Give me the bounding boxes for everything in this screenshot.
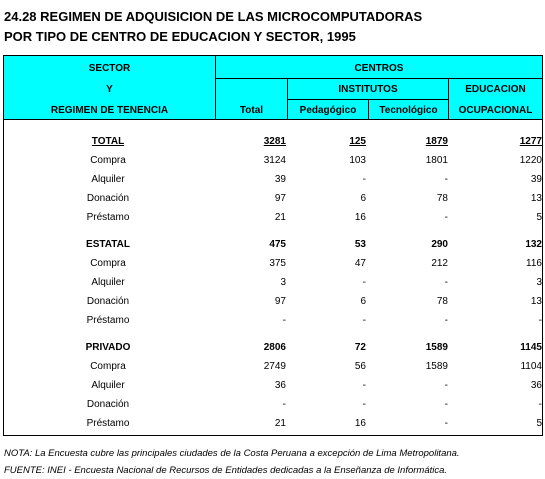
cell-pedagogico: 47	[354, 258, 366, 269]
cell-pedagogico: 53	[354, 239, 366, 250]
cell-tecnologico: -	[444, 399, 448, 410]
row-label: Compra	[90, 155, 126, 166]
table-row	[0, 376, 545, 395]
cell-ocupacional: 1104	[520, 361, 542, 372]
cell-pedagogico: 103	[349, 155, 366, 166]
header-institutos: INSTITUTOS	[338, 84, 398, 95]
cell-pedagogico: -	[362, 174, 366, 185]
table-row	[0, 414, 545, 433]
cell-total: 97	[274, 193, 286, 204]
cell-tecnologico: 78	[436, 296, 448, 307]
cell-total: 2806	[263, 342, 286, 353]
cell-pedagogico: -	[362, 380, 366, 391]
cell-ocupacional: 132	[525, 239, 542, 250]
cell-total: 21	[274, 212, 286, 223]
header-pedagogico: Pedagógico	[299, 105, 357, 116]
row-label: Préstamo	[86, 418, 130, 429]
row-label: TOTAL	[91, 136, 125, 147]
table-row	[0, 151, 545, 170]
cell-ocupacional: 5	[536, 418, 542, 429]
table-row	[0, 357, 545, 376]
cell-pedagogico: -	[362, 277, 366, 288]
cell-total: 375	[269, 258, 286, 269]
cell-tecnologico: 1801	[425, 155, 448, 166]
cell-pedagogico: -	[362, 399, 366, 410]
cell-ocupacional: 3	[536, 277, 542, 288]
cell-pedagogico: 16	[354, 418, 366, 429]
cell-ocupacional: 1220	[519, 155, 542, 166]
cell-ocupacional: 13	[530, 193, 542, 204]
cell-total: 3124	[263, 155, 286, 166]
cell-total: 36	[274, 380, 286, 391]
cell-total: -	[282, 315, 286, 326]
header-total: Total	[239, 105, 264, 116]
cell-ocupacional: 39	[530, 174, 542, 185]
header-y: Y	[106, 84, 113, 95]
cell-tecnologico: 1589	[425, 342, 448, 353]
header-regimen: REGIMEN DE TENENCIA	[50, 105, 169, 116]
cell-tecnologico: -	[444, 418, 448, 429]
cell-tecnologico: -	[444, 212, 448, 223]
row-label: Alquiler	[91, 380, 125, 391]
table-row	[0, 395, 545, 414]
cell-ocupacional: 116	[526, 258, 542, 269]
cell-ocupacional: 1145	[520, 342, 542, 353]
cell-tecnologico: 78	[436, 193, 448, 204]
cell-tecnologico: -	[444, 277, 448, 288]
cell-ocupacional: 36	[530, 380, 542, 391]
cell-tecnologico: -	[444, 380, 448, 391]
cell-total: 3281	[263, 136, 286, 147]
cell-total: 39	[274, 174, 286, 185]
cell-total: 2749	[263, 361, 286, 372]
cell-tecnologico: -	[444, 174, 448, 185]
cell-tecnologico: 1589	[425, 361, 448, 372]
row-label: Donación	[86, 193, 130, 204]
table-row	[0, 189, 545, 208]
cell-ocupacional: -	[538, 399, 542, 410]
cell-pedagogico: 125	[349, 136, 366, 147]
cell-ocupacional: 5	[536, 212, 542, 223]
cell-total: 97	[274, 296, 286, 307]
cell-tecnologico: 1879	[425, 136, 448, 147]
table-row	[0, 338, 545, 357]
table-title-line-2: POR TIPO DE CENTRO DE EDUCACION Y SECTOR, 1995	[4, 29, 356, 44]
cell-total: 3	[280, 277, 286, 288]
cell-ocupacional: 13	[530, 296, 542, 307]
table-note: NOTA: La Encuesta cubre las principales ciudades de la Costa Peruana a excepción de Lima Metropolitana.	[4, 448, 460, 459]
table-row	[0, 132, 545, 151]
header-ocupacional: OCUPACIONAL	[458, 105, 533, 116]
table-row	[0, 311, 545, 330]
cell-tecnologico: 212	[431, 258, 448, 269]
cell-pedagogico: -	[362, 315, 366, 326]
table-row	[0, 254, 545, 273]
row-label: Donación	[86, 399, 130, 410]
cell-pedagogico: 6	[360, 296, 366, 307]
table-row	[0, 235, 545, 254]
table-title-line-1: 24.28 REGIMEN DE ADQUISICION DE LAS MICROCOMPUTADORAS	[4, 9, 423, 24]
row-label: Préstamo	[86, 212, 130, 223]
table-row	[0, 292, 545, 311]
header-tecnologico: Tecnológico	[379, 105, 438, 116]
row-label: Alquiler	[91, 174, 125, 185]
cell-total: 475	[269, 239, 286, 250]
table-row	[0, 208, 545, 227]
row-label: Compra	[90, 258, 126, 269]
header-sector: SECTOR	[88, 63, 131, 74]
cell-pedagogico: 6	[360, 193, 366, 204]
row-label: PRIVADO	[85, 342, 131, 353]
row-label: Compra	[90, 361, 126, 372]
cell-pedagogico: 56	[354, 361, 366, 372]
cell-ocupacional: -	[538, 315, 542, 326]
cell-tecnologico: -	[444, 315, 448, 326]
cell-pedagogico: 72	[354, 342, 366, 353]
row-label: Préstamo	[86, 315, 130, 326]
cell-ocupacional: 1277	[519, 136, 542, 147]
cell-total: -	[282, 399, 286, 410]
row-label: Alquiler	[91, 277, 125, 288]
row-label: ESTATAL	[86, 239, 130, 250]
cell-pedagogico: 16	[354, 212, 366, 223]
table-row	[0, 273, 545, 292]
table-source: FUENTE: INEI - Encuesta Nacional de Recursos de Entidades dedicadas a la Enseñanza de Informática.	[4, 465, 448, 476]
cell-total: 21	[274, 418, 286, 429]
header-educacion: EDUCACION	[465, 84, 526, 95]
cell-tecnologico: 290	[431, 239, 448, 250]
header-centros: CENTROS	[354, 63, 404, 74]
row-label: Donación	[86, 296, 130, 307]
table-row	[0, 170, 545, 189]
